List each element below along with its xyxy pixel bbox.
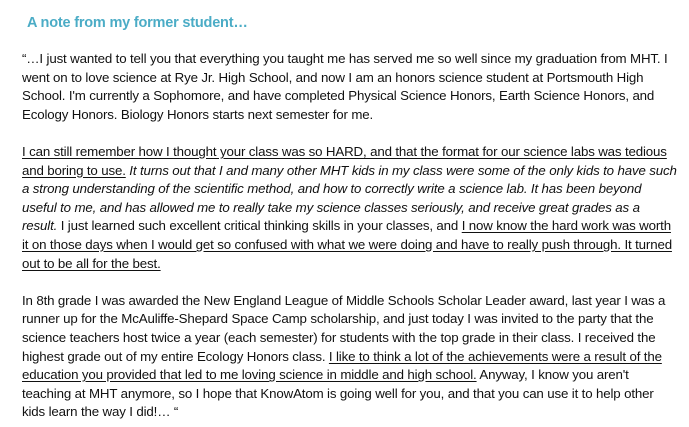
text-segment: Anyway, I know you aren't teaching at MHT anymore, so I hope that KnowAtom is going well for you, and that you can use it to help other kids learn the way I did!… “ [22, 367, 654, 420]
text-segment: I just learned such excellent critical thinking skills in your classes, and [57, 218, 462, 234]
text-segment: In 8th grade I was awarded the New England League of Middle Schools Scholar Leader award, last year I was a runner up for the McAuliffe-Shepard Space Camp scholarship, and just today I was invited to the party that the science teachers host twice a year (each semester) for students with the top grade in their class. I received the highest grade out of my entire Ecology Honors class. [22, 292, 666, 364]
paragraph-1 [22, 50, 677, 124]
italic-text: It turns out that I and many other MHT kids in my class were some of the only kids to have such a strong understanding of the scientific method, and how to correctly write a science lab. It has been beyond useful to me, and has allowed me to really take my science classes seriously, and receive great grades as a result. [22, 162, 677, 234]
paragraph-2 [22, 143, 677, 273]
underlined-text: I now know the hard work was worth it on those days when I would get so confused with what we were doing and have to really push through. It turned out to be all for the best. [22, 218, 672, 271]
page-title: A note from my former student… [27, 15, 248, 31]
paragraph-3 [22, 292, 677, 422]
underlined-text: I can still remember how I thought your class was so HARD, and that the format for our science labs was tedious and boring to use. [22, 143, 667, 178]
underlined-text: I like to think a lot of the achievements were a result of the education you provided that led to me loving science in middle and high school. [22, 348, 662, 383]
text-segment: “…I just wanted to tell you that everything you taught me has served me so well since my graduation from MHT. I went on to love science at Rye Jr. High School, and now I am an honors science student at Portsmouth High School. I'm currently a Sophomore, and have completed Physical Science Honors, Earth Science Honors, and Ecology Honors. Biology Honors starts next semester for me. [22, 51, 668, 122]
letter-body [22, 50, 677, 422]
